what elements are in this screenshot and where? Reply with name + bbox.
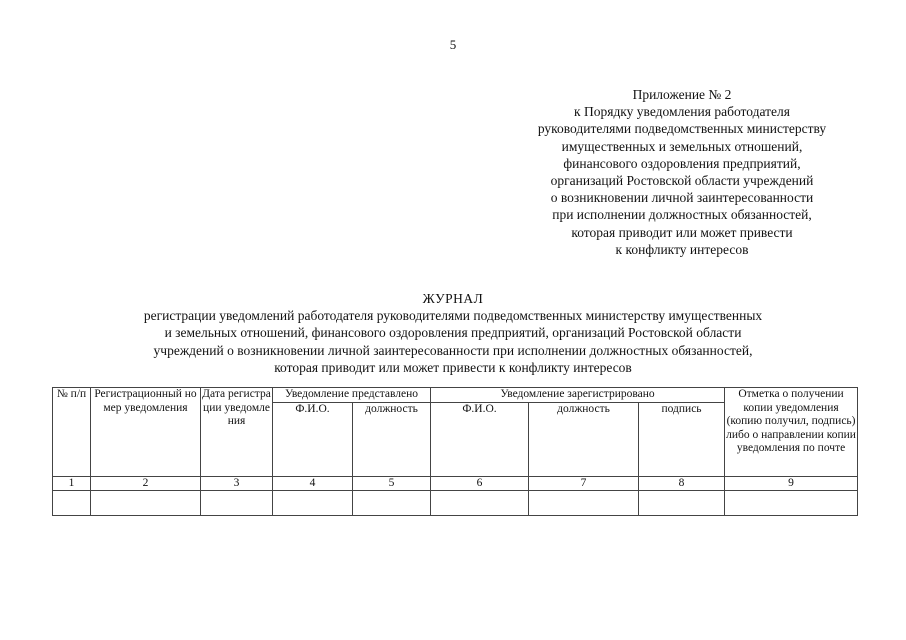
page-number: 5 <box>449 37 457 52</box>
column-number: 7 <box>529 476 639 491</box>
column-number: 5 <box>353 476 431 491</box>
appendix-line: руководителями подведомственных министерству <box>537 121 827 137</box>
header-reg-number: Регистрационный номер уведомления <box>91 388 201 477</box>
journal-heading <box>0 290 906 376</box>
empty-cell[interactable] <box>273 491 353 516</box>
empty-entry-row <box>53 491 858 516</box>
appendix-line: при исполнении должностных обязанностей, <box>552 207 812 223</box>
appendix-line: к Порядку уведомления работодателя <box>574 104 790 120</box>
header-registered-group: Уведомление зарегистрировано <box>431 388 725 403</box>
column-number: 8 <box>639 476 725 491</box>
header-submitted-group: Уведомление представлено <box>273 388 431 403</box>
column-number: 4 <box>273 476 353 491</box>
empty-cell[interactable] <box>353 491 431 516</box>
column-number-row <box>53 476 858 491</box>
empty-cell[interactable] <box>639 491 725 516</box>
journal-table <box>52 387 858 516</box>
header-submitted-position: должность <box>353 402 431 476</box>
appendix-block <box>472 86 892 258</box>
journal-subtitle-line: учреждений о возникновении личной заинтересованности при исполнении должностных обязанностей, <box>153 342 753 358</box>
header-registered-signature: подпись <box>639 402 725 476</box>
journal-subtitle-line: которая приводит или может привести к конфликту интересов <box>274 359 632 375</box>
journal-subtitle-line: регистрации уведомлений работодателя руководителями подведомственных министерству имущественных <box>143 308 763 324</box>
empty-cell[interactable] <box>431 491 529 516</box>
empty-cell[interactable] <box>529 491 639 516</box>
column-number: 9 <box>725 476 858 491</box>
header-row-top <box>53 388 858 403</box>
journal-title: ЖУРНАЛ <box>422 291 484 306</box>
empty-cell[interactable] <box>201 491 273 516</box>
header-registered-position: должность <box>529 402 639 476</box>
journal-subtitle-line: и земельных отношений, финансового оздоровления предприятий, организаций Ростовской области <box>164 325 742 341</box>
header-reg-date: Дата регистрации уведомления <box>201 388 273 477</box>
appendix-line: которая приводит или может привести <box>571 224 793 240</box>
empty-cell[interactable] <box>53 491 91 516</box>
appendix-line: организаций Ростовской области учреждений <box>550 173 814 189</box>
empty-cell[interactable] <box>91 491 201 516</box>
column-number: 2 <box>91 476 201 491</box>
header-number: № п/п <box>53 388 91 477</box>
column-number: 3 <box>201 476 273 491</box>
column-number: 6 <box>431 476 529 491</box>
empty-cell[interactable] <box>725 491 858 516</box>
appendix-line: о возникновении личной заинтересованности <box>550 190 814 206</box>
appendix-line: финансового оздоровления предприятий, <box>563 155 801 171</box>
header-receipt-mark: Отметка о получении копии уведомления (копию получил, подпись) либо о направлении копии уведомления по почте <box>725 388 858 477</box>
appendix-line: к конфликту интересов <box>615 241 749 257</box>
header-registered-fio: Ф.И.О. <box>431 402 529 476</box>
column-number: 1 <box>53 476 91 491</box>
appendix-line: Приложение № 2 <box>632 87 732 102</box>
appendix-line: имущественных и земельных отношений, <box>561 138 803 154</box>
header-submitted-fio: Ф.И.О. <box>273 402 353 476</box>
